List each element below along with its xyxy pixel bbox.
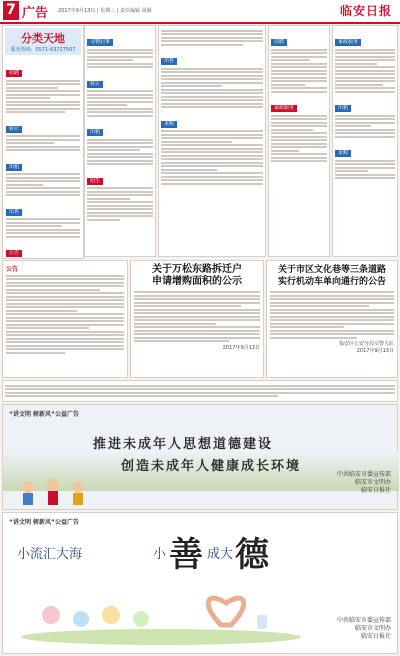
hands-heart-illustration xyxy=(11,585,311,647)
ad-1-slogan-1: 推进未成年人思想道德建设 xyxy=(93,437,274,452)
listing-column-4 xyxy=(268,25,330,257)
listing-column-2 xyxy=(84,25,156,257)
notice-2-date: 2017年9月13日 xyxy=(356,348,394,354)
ad-1-label: “讲文明 树新风”公益广告 xyxy=(9,411,79,418)
bottom-notice-strip xyxy=(2,380,398,402)
category-label: 转让 xyxy=(87,81,103,88)
ad-2-slogan-small: 小流汇大海 xyxy=(17,547,83,562)
classifieds-column xyxy=(2,25,84,259)
section-title: 广告 xyxy=(22,6,49,21)
ad-2-credit-1: 中共临安市委宣传部 xyxy=(336,617,391,624)
classifieds-hotline: 服务热线：0571-63727567 xyxy=(10,47,76,53)
ad-2-slogan-small-2: 成大 xyxy=(207,547,234,562)
notice-2-title-line2: 实行机动车单向通行的公告 xyxy=(277,277,386,287)
newspaper-logo: 临安日报 xyxy=(339,4,392,18)
notice-one-way-traffic xyxy=(266,260,398,378)
category-label: 出租 xyxy=(335,105,351,112)
notice-1-date: 2017年9月13日 xyxy=(222,344,260,351)
ad-2-big-char-shan: 善 xyxy=(169,535,203,575)
notice-1-title-line1: 关于万松东路拆迁户 xyxy=(152,264,242,275)
ad-2-credit-2: 临安市文明办 xyxy=(354,625,391,632)
listing-column-5 xyxy=(332,25,398,257)
notice-demolition xyxy=(130,260,264,378)
ad-1-credit-2: 临安市文明办 xyxy=(354,479,391,486)
ad-2-credit-3: 临安日报社 xyxy=(360,633,391,640)
notice-left-label: 公告 xyxy=(6,266,19,273)
category-label: 招生 xyxy=(87,178,103,185)
page-header xyxy=(0,0,400,24)
category-label: 家政服务 xyxy=(335,39,361,46)
category-label: 出售 xyxy=(161,58,177,65)
category-label: 出租 xyxy=(6,164,22,171)
ad-1-credits xyxy=(337,471,391,495)
listing-column-3 xyxy=(158,25,266,257)
ad-2-slogan-left: 小 xyxy=(153,547,167,562)
ad-2-credits xyxy=(337,617,391,641)
category-label: 出售 xyxy=(6,209,22,216)
classifieds-banner xyxy=(5,28,81,55)
category-label: 公告 xyxy=(6,250,22,257)
category-label: 转让 xyxy=(6,126,22,133)
category-label: 求购 xyxy=(161,121,177,128)
notice-1-title-line2: 申请增购面积的公示 xyxy=(152,276,242,287)
ad-2-big-char-de: 德 xyxy=(235,535,269,575)
ad-1-credit-3: 临安日报社 xyxy=(360,487,391,494)
page-number: 7 xyxy=(3,1,19,20)
category-label: 招聘 xyxy=(271,39,287,46)
ad-1-slogan-2: 创造未成年人健康成长环境 xyxy=(121,459,302,474)
ad-2-label: “讲文明 树新风”公益广告 xyxy=(9,519,79,526)
issue-date: 2017年9月13日 | 星期三 | 责任编辑 周颖 xyxy=(58,8,152,14)
children-illustration xyxy=(13,475,93,507)
notice-2-title-line1: 关于市区文化巷等三条道路 xyxy=(277,265,386,275)
category-label: 求购 xyxy=(335,150,351,157)
category-label: 出租 xyxy=(87,129,103,136)
category-label: 招聘 xyxy=(6,70,22,77)
category-label: 家政服务 xyxy=(271,105,297,112)
public-service-ad-2 xyxy=(2,512,398,654)
ad-1-credit-1: 中共临安市委宣传部 xyxy=(336,471,391,478)
classifieds-heading: 分类天地 xyxy=(21,32,65,45)
notice-2-signer: 临安区公安分局交警大队 xyxy=(338,341,394,347)
classifieds-list xyxy=(3,57,83,276)
notice-left-column xyxy=(2,260,128,378)
category-label: 寻物启事 xyxy=(87,39,113,46)
public-service-ad-1 xyxy=(2,404,398,510)
